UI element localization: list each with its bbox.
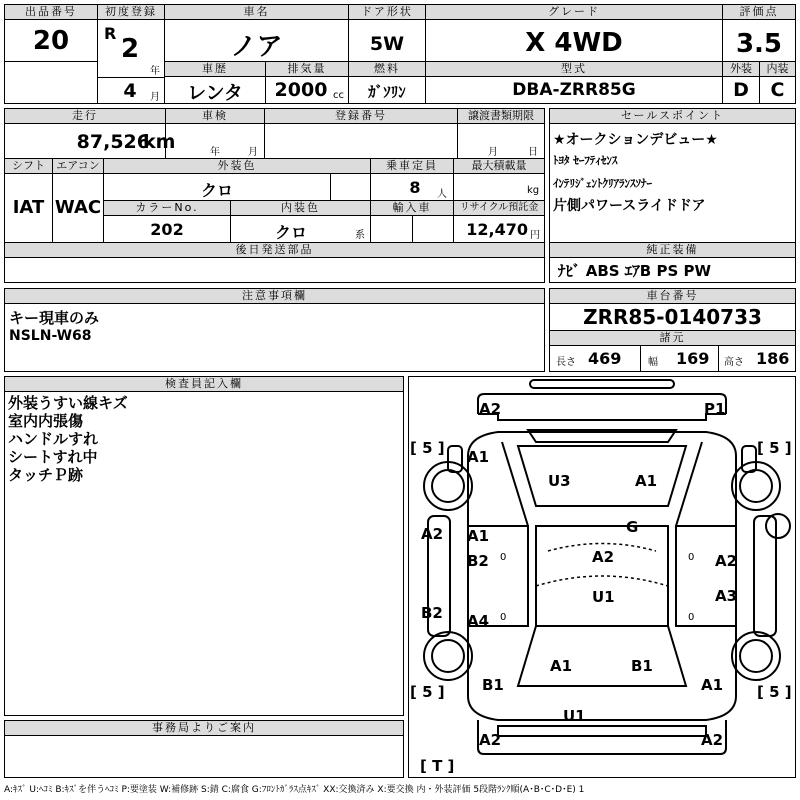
damage-mark: G xyxy=(626,518,639,536)
color-label: 外装色 xyxy=(104,159,370,174)
history-label: 車歴 xyxy=(165,62,265,77)
length-label: 長さ xyxy=(556,357,576,368)
load-unit: kg xyxy=(527,185,540,196)
model-label: 型式 xyxy=(426,62,722,77)
capacity: 8 xyxy=(409,178,421,197)
later-parts-label: 後日発送部品 xyxy=(5,243,544,258)
inspection-label: 車検 xyxy=(166,109,264,124)
damage-mark: U1 xyxy=(592,588,615,606)
capacity-unit: 人 xyxy=(437,189,447,200)
sales-line-4: 片側パワースライドドア xyxy=(553,198,706,214)
damage-mark: U3 xyxy=(548,472,571,490)
damage-mark: B1 xyxy=(631,657,653,675)
damage-mark: A2 xyxy=(479,400,502,418)
grade: X 4WD xyxy=(525,28,623,58)
damage-mark: A2 xyxy=(592,548,615,566)
int-label: 内装 xyxy=(760,62,795,77)
tire-depth-rear-right: [ 5 ] xyxy=(757,683,792,701)
shift-label: シフト xyxy=(5,159,52,174)
damage-mark: A1 xyxy=(467,527,490,545)
equipment: ﾅﾋﾞ ABS ｴｱB PS PW xyxy=(558,262,712,280)
color: クロ xyxy=(200,181,233,200)
inspector-line-2: 室内内張傷 xyxy=(8,412,84,430)
ac-label: エアコン xyxy=(53,159,103,174)
inspector-line-1: 外装うすい線キズ xyxy=(8,394,128,412)
era: R xyxy=(104,24,117,43)
reg-year: 2 xyxy=(120,34,140,64)
width: 169 xyxy=(676,349,710,368)
damage-mark: A1 xyxy=(550,657,573,675)
displacement: 2000 xyxy=(274,79,328,101)
sales-line-3: ｲﾝﾃﾘｼﾞｪﾝﾄｸﾘｱﾗﾝｽｿﾅｰ xyxy=(553,177,652,190)
zero-mark: 0 xyxy=(688,552,695,563)
damage-mark: A3 xyxy=(715,587,738,605)
sales-line-1: ★オークションデビュー★ xyxy=(553,132,718,148)
import-label: 輸入車 xyxy=(371,201,453,216)
inspector-label: 検査員記入欄 xyxy=(5,377,403,392)
recycle: 12,470 xyxy=(466,220,528,239)
insp-year-unit: 年 xyxy=(210,147,220,158)
fuel-label: 燃料 xyxy=(349,62,425,77)
office-label: 事務局よりご案内 xyxy=(5,721,403,736)
name-label: 車名 xyxy=(165,5,348,20)
mileage: 87,526 xyxy=(76,131,150,153)
km-unit: km xyxy=(143,131,176,153)
car-name: ノア xyxy=(230,32,283,62)
recycle-unit: 円 xyxy=(530,230,540,241)
notes-line-1: キー現車のみ xyxy=(9,309,100,327)
dims-label: 諸元 xyxy=(550,330,795,346)
legend-footer: A:ｷｽﾞ U:ﾍｺﾐ B:ｷｽﾞを伴うﾍｺﾐ P:要塗装 W:補修跡 S:錆 C:腐食 G:ﾌﾛﾝﾄｶﾞﾗｽ点ｷｽﾞ XX:交換済み X:要交換 内・外装評価 5段階ﾗﾝｸ順(A･B･C･D･E) 1 xyxy=(4,785,585,795)
damage-mark: A1 xyxy=(467,448,490,466)
zero-mark: 0 xyxy=(500,612,507,623)
inspector-line-5: タッチＰ跡 xyxy=(8,466,84,484)
lot-number: 20 xyxy=(32,26,70,56)
year-unit: 年 xyxy=(150,66,160,77)
equip-label: 純正装備 xyxy=(550,243,795,258)
load-label: 最大積載量 xyxy=(454,159,544,174)
damage-mark: A1 xyxy=(701,676,724,694)
tire-depth-front-left: [ 5 ] xyxy=(410,439,445,457)
mileage-label: 走行 xyxy=(5,109,165,124)
model: DBA-ZRR85G xyxy=(512,80,636,100)
capacity-label: 乗車定員 xyxy=(371,159,453,174)
lot-label: 出品番号 xyxy=(5,5,97,20)
height: 186 xyxy=(756,349,790,368)
ac: WAC xyxy=(54,197,102,218)
cc-unit: cc xyxy=(333,90,344,101)
history: レンタ xyxy=(187,82,243,104)
int-grade: C xyxy=(770,79,785,101)
tr-day-unit: 日 xyxy=(528,147,538,158)
inspector-line-4: シートすれ中 xyxy=(8,448,98,466)
displacement-label: 排気量 xyxy=(266,62,348,77)
chassis-number: ZRR85-0140733 xyxy=(583,305,762,329)
damage-mark: U1 xyxy=(563,707,586,725)
notes-label: 注意事項欄 xyxy=(5,289,544,304)
width-label: 幅 xyxy=(648,357,658,368)
tire-depth-front-right: [ 5 ] xyxy=(757,439,792,457)
intcolor-unit: 系 xyxy=(355,230,365,241)
tire-depth-rear-left: [ 5 ] xyxy=(410,683,445,701)
damage-mark: A2 xyxy=(479,731,502,749)
door-type: 5W xyxy=(369,33,405,55)
damage-mark: B2 xyxy=(467,552,489,570)
recycle-label: リサイクル預託金 xyxy=(454,201,544,216)
regno-label: 登録番号 xyxy=(265,109,457,124)
damage-mark: B1 xyxy=(482,676,504,694)
zero-mark: 0 xyxy=(688,612,695,623)
damage-mark: A4 xyxy=(467,612,490,630)
sales-label: セールスポイント xyxy=(550,109,795,124)
month-unit: 月 xyxy=(150,92,160,103)
inspector-line-3: ハンドルすれ xyxy=(8,430,99,448)
car-outline-diagram xyxy=(408,376,796,778)
damage-mark: A2 xyxy=(421,525,444,543)
fuel: ｶﾞｿﾘﾝ xyxy=(368,83,406,101)
zero-mark: 0 xyxy=(500,552,507,563)
insp-month-unit: 月 xyxy=(248,147,258,158)
ext-label: 外装 xyxy=(723,62,759,77)
shift: IAT xyxy=(12,197,45,218)
chassis-label: 車台番号 xyxy=(550,289,795,304)
door-label: ドア形状 xyxy=(349,5,425,20)
sales-line-2: ﾄﾖﾀ ｾｰﾌﾃｨｾﾝｽ xyxy=(553,154,618,167)
spare-tire: [ T ] xyxy=(420,757,455,775)
damage-mark: B2 xyxy=(421,604,443,622)
colorno: 202 xyxy=(150,220,184,239)
length: 469 xyxy=(588,349,622,368)
notes-line-2: NSLN-W68 xyxy=(9,328,92,344)
damage-mark: A1 xyxy=(635,472,658,490)
intcolor-label: 内装色 xyxy=(231,201,370,216)
tr-month-unit: 月 xyxy=(488,147,498,158)
ext-grade: D xyxy=(733,79,749,101)
reg-label: 初度登録 xyxy=(98,5,164,20)
reg-month: 4 xyxy=(123,80,137,102)
intcolor: クロ xyxy=(274,223,307,242)
colorno-label: カラーNo. xyxy=(104,201,230,216)
grade-label: グレード xyxy=(426,5,722,20)
damage-mark: A2 xyxy=(715,552,738,570)
transfer-label: 譲渡書類期限 xyxy=(458,109,544,124)
damage-mark: A2 xyxy=(701,731,724,749)
height-label: 高さ xyxy=(724,357,744,368)
score: 3.5 xyxy=(735,29,783,59)
score-label: 評価点 xyxy=(723,5,795,20)
damage-mark: P1 xyxy=(704,400,726,418)
